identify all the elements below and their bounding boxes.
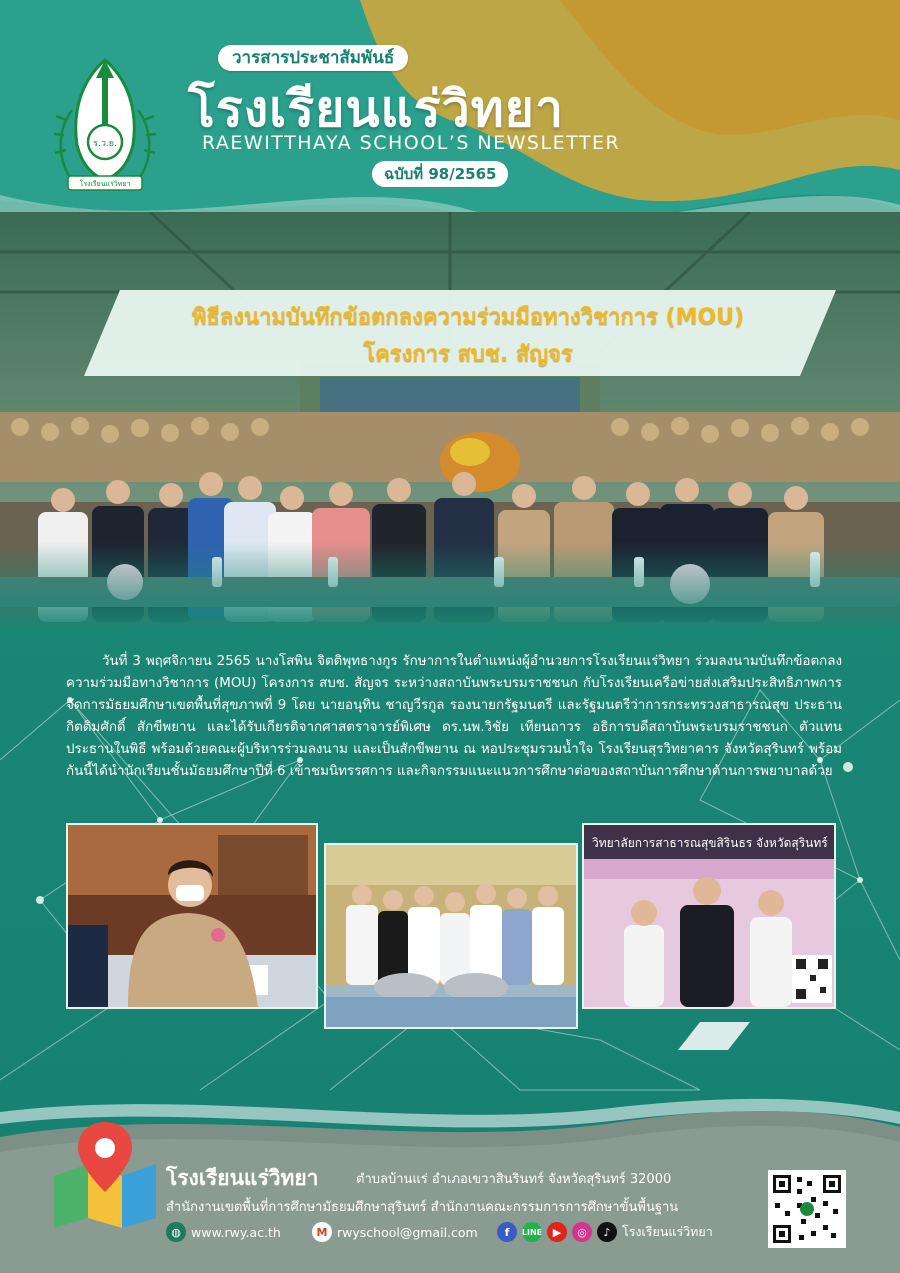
facebook-icon[interactable]: f — [497, 1222, 517, 1242]
signing-photo — [66, 823, 318, 1009]
footer-address: ตำบลบ้านแร่ อำเภอเขวาสินรินทร์ จังหวัดสุรินทร์ 32000 — [356, 1172, 672, 1187]
instagram-icon[interactable]: ◎ — [572, 1222, 592, 1242]
ceremony-group-photo — [0, 212, 900, 632]
line-icon[interactable]: LINE — [522, 1222, 542, 1242]
youtube-icon[interactable]: ▶ — [547, 1222, 567, 1242]
social-links[interactable] — [497, 1221, 713, 1243]
map-location-icon — [50, 1118, 160, 1228]
gmail-icon: M — [312, 1222, 332, 1242]
booth-visit-photo — [582, 823, 836, 1009]
page-subtitle-english: RAEWITTHAYA SCHOOL’S NEWSLETTER — [202, 132, 621, 154]
logo-initials: ร.ว.ย. — [93, 139, 117, 149]
qr-code — [768, 1170, 846, 1248]
website-text: www.rwy.ac.th — [191, 1224, 281, 1240]
page-title: โรงเรียนแร่วิทยา — [188, 80, 565, 138]
banner-title-line2: โครงการ สบช. สัญจร — [363, 342, 573, 367]
footer-school-name: โรงเรียนแร่วิทยา — [166, 1166, 319, 1190]
globe-icon: ◍ — [166, 1222, 186, 1242]
school-logo — [52, 50, 158, 196]
students-exhibition-photo — [324, 843, 578, 1029]
newsletter-tag: วารสารประชาสัมพันธ์ — [218, 45, 408, 71]
logo-caption: โรงเรียนแร่วิทยา — [79, 180, 131, 188]
email-link[interactable] — [312, 1221, 478, 1243]
social-name-text: โรงเรียนแร่วิทยา — [622, 1224, 713, 1239]
title-banner — [98, 291, 838, 375]
issue-number-badge: ฉบับที่ 98/2565 — [372, 161, 508, 187]
banner-title-line1: พิธีลงนามบันทึกข้อตกลงความร่วมมือทางวิชาการ (MOU) — [191, 305, 745, 330]
footer-agencies: สำนักงานเขตพื้นที่การศึกษามัธยมศึกษาสุรินทร์ สำนักงานคณะกรรมการการศึกษาขั้นพื้นฐาน — [166, 1200, 679, 1215]
booth-sign: วิทยาลัยการสาธารณสุขสิรินธร จังหวัดสุรินทร์ — [592, 836, 828, 850]
email-text: rwyschool@gmail.com — [337, 1224, 478, 1240]
article-paragraph: วันที่ 3 พฤศจิกายน 2565 นางโสพิน จิตติพุทธางกูร รักษาการในตำแหน่งผู้อำนวยการโรงเรียนแร่วิทยา ร่วมลงนามบันทึกข้อตกลงความร่วมมือทางวิชาการ (MOU) โครงการ สบช. สัญจร ระหว่างสถาบันพระบรมราชชนก กับโรงเรียนเครือข่ายส่งเสริมประสิทธิภาพการจัดการมัธยมศึกษาเขตพื้นที่สุขภาพที่ 9 โดย นายอนุทิน ชาญวีรกูล รองนายกรัฐมนตรี และรัฐมนตรีว่าการกระทรวงสาธารณสุข ประธานกิตติมศักดิ์ สักขีพยาน และได้รับเกียรติจากศาสตราจารย์พิเศษ ดร.นพ.วิชัย เทียนถาวร อธิการบดีสถาบันพระบรมราชชนก ตัวแทนประธานในพิธี พร้อมด้วยคณะผู้บริหารร่วมลงนาม และเป็นสักขีพยาน ณ หอประชุมรวมน้ำใจ โรงเรียนสุรวิทยาคาร จังหวัดสุรินทร์ พร้อมกันนี้ได้นำนักเรียนชั้นมัธยมศึกษาปีที่ 6 เข้าชมนิทรรศการ และกิจกรรมแนะแนวการศึกษาต่อของสถาบันการศึกษาด้านการพยาบาลด้วย — [66, 654, 842, 779]
tiktok-icon[interactable]: ♪ — [597, 1222, 617, 1242]
website-link[interactable] — [166, 1221, 281, 1243]
